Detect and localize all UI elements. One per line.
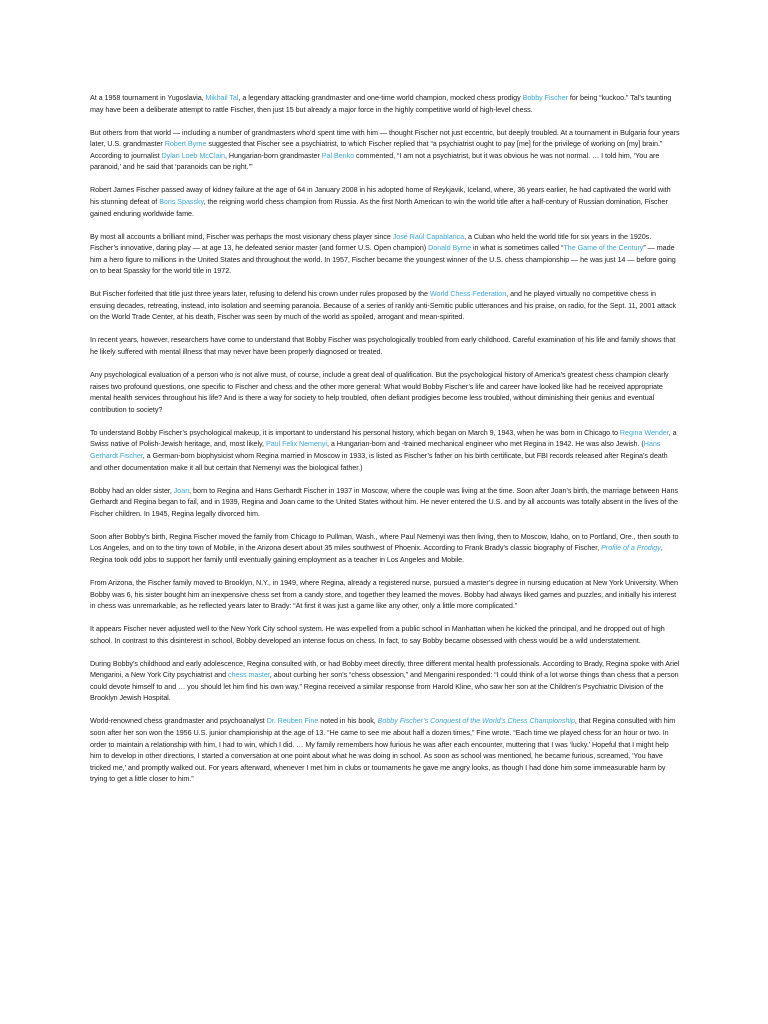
inline-link[interactable]: Mikhail Tal [205,93,239,102]
paragraph-text: , Regina took odd jobs to support her family until eventually gaining employment as a teacher in Los Angeles and Mobile. [90,543,663,564]
article-body [90,92,680,796]
paragraph-text: Bobby had an older sister, [90,485,174,495]
article-paragraph [90,427,680,473]
inline-link[interactable]: José Raúl Capablanca [392,231,465,241]
article-paragraph [90,369,680,415]
inline-link[interactable]: Profile of a Prodigy [601,543,661,553]
article-paragraph [90,715,680,785]
paragraph-text: noted in his book, [318,716,378,726]
inline-link[interactable]: World Chess Federation [429,289,507,299]
article-paragraph [90,658,680,704]
paragraph-text: From Arizona, the Fischer family moved to Brooklyn, N.Y., in 1949, where Regina, already a registered nurse, pursued a master’s degree in nursing education at New York University. When Bobby was 6, his sister bought him an inexpensive chess set from a candy store, and together they learned the moves. Bobby had always liked games and puzzles, and initially his interest in chess was unremarkable, as he reflected years later to Brady: “At first it was just a game like any other, only a little more complicated.” [90,577,678,611]
paragraph-text: It appears Fischer never adjusted well to the New York City school system. He was expelled from a public school in Manhattan when he kicked the principal, and he dropped out of high school. In contrast to this disinterest in school, Bobby developed an intense focus on chess. In fact, to say Bobby became obsessed with chess would be a wild understatement. [90,624,665,645]
inline-link[interactable]: Bobby Fischer [522,93,568,102]
paragraph-text: in what is sometimes called “ [471,243,564,253]
paragraph-text: ” — made him a hero figure to millions in the United States and throughout the world. In 1957, Fischer became the youngest winner of the U.S. chess championship — he was just 14 — before going on to beat Spassky for the world title in 1972. [90,243,676,276]
paragraph-text: , a Swiss native of Polish-Jewish heritage, and, most likely, [90,427,677,449]
inline-link[interactable]: Paul Felix Nemenyi [265,439,327,449]
paragraph-text: commented, “I am not a psychiatrist, but it was obvious he was not normal. … I told him, ‘You are paranoid,’ and he said that ‘paranoids can be right.’” [90,150,660,172]
paragraph-text: , about curbing her son’s “chess obsession,” and Mengarini responded: “I could think of a lot worse things than chess that a person could devote himself to and … you should let him find his own way.” Regina received a similar response from Harold Kline, who saw her son at the Children’s Psychiatric Division of the Brooklyn Jewish Hospital. [90,670,679,703]
inline-link[interactable]: Donald Byrne [428,243,472,253]
inline-link[interactable]: chess master [228,670,270,680]
inline-link[interactable]: Hans Gerhardt Fischer [90,439,661,460]
paragraph-text: , that Regina consulted with him soon after her son won the 1956 U.S. junior championship at the age of 13. “He came to see me about half a dozen times,” Fine wrote. “Each time we played chess for an hour or two. In order to maintain a relationship with him, I had to win, which I did. … My family remembers how furious he was after each encounter, muttering that I was ‘lucky.’ Hopeful that I might help him to develop in other directions, I started a conversation at one point about what he was doing in school. As soon as school was mentioned, he became furious, screamed, ‘You have tricked me,’ and promptly walked out. For years afterward, whenever I met him in clubs or tournaments he gave me angry looks, as though I had done him some immeasurable harm by trying to get a little closer to him.” [90,716,676,784]
article-paragraph [90,231,680,277]
paragraph-text: World-renowned chess grandmaster and psychoanalyst [90,716,267,726]
inline-link[interactable]: The Game of the Century [563,243,644,253]
inline-link[interactable]: Pal Benko [321,150,355,160]
paragraph-text: At a 1958 tournament in Yugoslavia, [90,93,206,102]
paragraph-text: , a Cuban who held the world title for six years in the 1920s. Fischer’s innovative, daring play — at age 13, he defeated senior master (and former U.S. Open champion) [90,231,652,253]
paragraph-text: Robert James Fischer passed away of kidney failure at the age of 64 in January 2008 in his adopted home of Reykjavik, Iceland, where, 36 years earlier, he had captivated the world with his stunning defeat of [90,185,671,206]
paragraph-text: , a German-born biophysicist whom Regina married in Moscow in 1933, is listed as Fischer’s father on his birth certificate, but FBI records released after Regina’s death and other documentation make it all but certain that Nemenyi was the biological father.) [90,450,668,472]
paragraph-text: , a legendary attacking grandmaster and one-time world champion, mocked chess prodigy [238,93,523,102]
article-paragraph [90,288,680,323]
paragraph-text: In recent years, however, researchers have come to understand that Bobby Fischer was psychologically troubled from early childhood. Careful examination of his life and family shows that he likely suffered with mental illness that may never have been properly diagnosed or treated. [90,335,676,357]
paragraph-text: for being “kuckoo.” Tal’s taunting may have been a deliberate attempt to rattle Fischer, then just 15 but already a major force in the highly competitive world of high-level chess. [90,93,672,114]
article-paragraph [90,623,680,646]
inline-link[interactable]: Regina Wender [619,427,669,437]
inline-link[interactable]: Dr. Reuben Fine [266,716,319,726]
paragraph-text: , Hungarian-born grandmaster [224,150,322,160]
paragraph-text: During Bobby’s childhood and early adolescence, Regina consulted with, or had Bobby meet directly, three different mental health professionals. According to Brady, Regina spoke with Ariel Mengarini, a New York City psychiatrist and [90,658,680,680]
paragraph-text: To understand Bobby Fischer’s psychological makeup, it is important to understand his personal history, which began on March 9, 1943, when he was born in Chicago to [90,427,620,437]
article-paragraph [90,531,680,566]
article-paragraph [90,92,680,115]
article-paragraph [90,127,680,173]
paragraph-text: But others from that world — including a number of grandmasters who’d spent time with him — thought Fischer not just eccentric, but deeply troubled. At a tournament in Bulgaria four years later, U.S. grandmaster [90,127,680,149]
inline-link[interactable]: Bobby Fischer’s Conquest of the World’s Chess Championship [377,716,575,726]
paragraph-text: But Fischer forfeited that title just three years later, refusing to defend his crown under rules proposed by the [90,289,430,299]
inline-link[interactable]: Joan [173,485,190,495]
paragraph-text: , and he played virtually no competitive chess in ensuing decades, retreating, instead, into isolation and seeming paranoia. Because of a series of rankly anti-Semitic public utterances and his praise, on radio, for the Sept. 11, 2001 attack on the World Trade Center, at his death, Fischer was seen by much of the world as spoiled, arrogant and mean-spirited. [90,289,677,322]
article-paragraph [90,577,680,612]
paragraph-text: , born to Regina and Hans Gerhardt Fischer in 1937 in Moscow, where the couple was living at the time. Soon after Joan’s birth, the marriage between Hans Gerhardt and Regina began to fail, and in 1939, Regina and Joan came to the United States without him. He never entered the U.S. and by all accounts was totally absent in the lives of the Fischer children. In 1945, Regina legally divorced him. [90,485,678,518]
paragraph-text: Soon after Bobby’s birth, Regina Fischer moved the family from Chicago to Pullman, Wash., where Paul Nemenyi was then living, then to Moscow, Idaho, on to Portland, Ore., then south to Los Angeles, and on to the tiny town of Mobile, in the Arizona desert about 35 miles southwest of Phoenix. According to Frank Brady’s classic biography of Fischer, [90,531,679,553]
paragraph-text: , the reigning world chess champion from Russia. As the first North American to win the world title after a half-century of Russian domination, Fischer gained enduring worldwide fame. [90,196,668,218]
article-paragraph [90,334,680,357]
paragraph-text: Any psychological evaluation of a person who is not alive must, of course, include a great deal of qualification. But the psychological history of America’s greatest chess champion clearly raises two profound questions, one specific to Fischer and chess and the other more general: What would Bobby Fischer’s life and career have looked like had he received appropriate mental health services throughout his life? And is there a way for society to help troubled, often defiant prodigies become less troubled, without diminishing their genius and eventual contribution to society? [90,370,669,414]
inline-link[interactable]: Dylan Loeb McClain [161,150,225,160]
paragraph-text: By most all accounts a brilliant mind, Fischer was perhaps the most visionary chess player since [90,231,393,241]
inline-link[interactable]: Robert Byrne [164,139,207,149]
paragraph-text: , a Hungarian-born and -trained mechanical engineer who met Regina in 1942. He was also Jewish. ( [326,439,644,449]
article-paragraph [90,184,680,219]
paragraph-text: suggested that Fischer see a psychiatrist, to which Fischer replied that “a psychiatrist ought to pay [me] for the privilege of working on [my] brain.” According to journalist [90,139,663,160]
inline-link[interactable]: Boris Spassky [159,196,204,206]
article-paragraph [90,485,680,520]
